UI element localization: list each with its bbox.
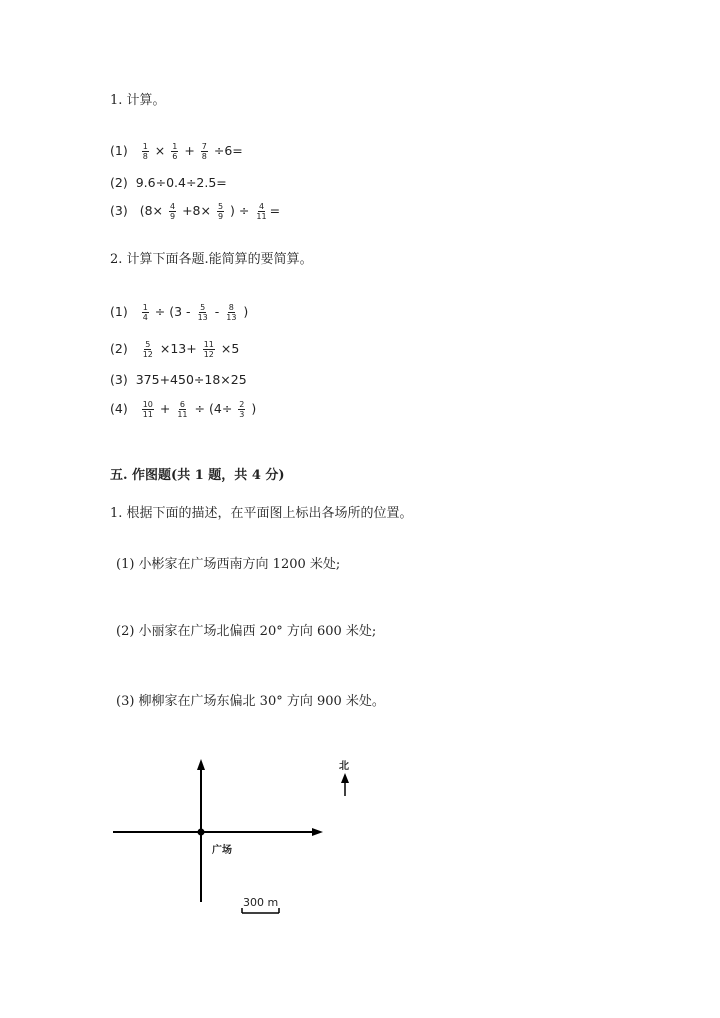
horizontal-axis-arrow <box>312 828 323 836</box>
problem-2-2: (2) $\frac{5}{12}$ ×13+ $\frac{11}{12}$ ×5 <box>110 340 240 359</box>
problem-2-1: (1) $\frac{1}{4}$ ÷ (3 - $\frac{5}{13}$ - $\frac{8}{13}$ ) <box>110 303 249 322</box>
problem-1-3: (3) (8× $\frac{4}{9}$ +8× $\frac{5}{9}$ ) ÷ $\frac{4}{11}$ = <box>110 202 281 221</box>
problem-2-3: (3) 375+450÷18×25 <box>110 372 247 387</box>
item-1: (1) 小彬家在广场西南方向 1200 米处; <box>116 557 341 572</box>
problem-1-1: (1) $\frac{1}{8}$ × $\frac{1}{6}$ + $\frac{7}{8}$ ÷6= <box>110 142 243 161</box>
item-3: (3) 柳柳家在广场东偏北 30° 方向 900 米处。 <box>116 694 385 709</box>
question-text: 1. 根据下面的描述，在平面图上标出各场所的位置。 <box>110 506 413 521</box>
center-label: 广场 <box>212 845 232 856</box>
north-label: 北 <box>339 761 349 772</box>
center-point <box>198 829 205 836</box>
section1-title: 1. 计算。 <box>110 93 166 108</box>
vertical-axis-arrow <box>197 759 205 770</box>
section2-title: 2. 计算下面各题.能简算的要简算。 <box>110 252 313 267</box>
north-arrow-head <box>341 773 349 783</box>
item-2: (2) 小丽家在广场北偏西 20° 方向 600 米处; <box>116 624 377 639</box>
scale-label: 300 m <box>243 896 279 909</box>
section5-heading: 五. 作图题(共 1 题，共 4 分) <box>110 468 285 483</box>
problem-2-4: (4) $\frac{10}{11}$ + $\frac{6}{11}$ ÷ (4÷ $\frac{2}{3}$ ) <box>110 400 257 419</box>
problem-1-2: (2) 9.6÷0.4÷2.5= <box>110 175 227 190</box>
